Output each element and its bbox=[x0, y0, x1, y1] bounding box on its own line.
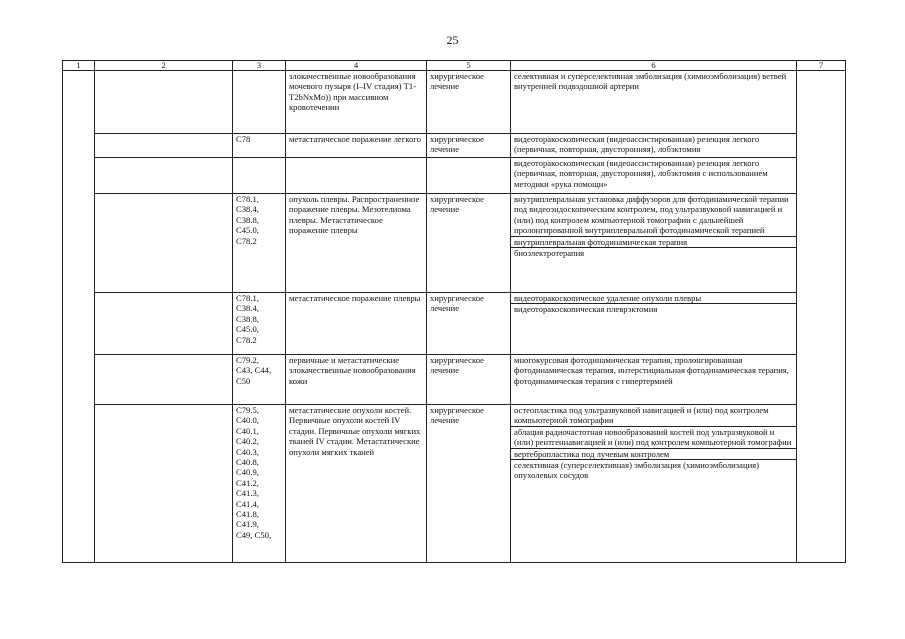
method-item: вертебропластика под лучевым контролем bbox=[511, 448, 796, 459]
cell-col2 bbox=[95, 71, 233, 134]
treatment-type: хирургическое лечение bbox=[427, 134, 511, 158]
condition-cell: злокачественные новообразования мочевого пузыря (I–IV стадия) T1-T2bNxMo)) при массивном кровотечении bbox=[286, 71, 427, 134]
procedures-table bbox=[62, 60, 846, 563]
treatment-type: хирургическое лечение bbox=[427, 194, 511, 293]
col-header-4: 4 bbox=[286, 61, 427, 71]
diagnosis-codes: C79.5, C40.0, C40.1, C40.2, C40.3, C40.8, C40.9, C41.2, C41.3, C41.4, C41.8, C41.9, C49, C50, bbox=[233, 405, 286, 563]
cell-col2 bbox=[95, 355, 233, 405]
treatment-type: хирургическое лечение bbox=[427, 355, 511, 405]
treatment-type bbox=[427, 158, 511, 194]
table-row bbox=[63, 158, 846, 194]
treatment-type: хирургическое лечение bbox=[427, 71, 511, 134]
header-row bbox=[63, 61, 846, 71]
diagnosis-codes: C78.1, C38.4, C38.8, C45.0, C78.2 bbox=[233, 293, 286, 355]
method-cell bbox=[511, 71, 797, 134]
cell-col1 bbox=[63, 71, 95, 563]
table-row bbox=[63, 405, 846, 563]
method-cell bbox=[511, 293, 797, 355]
cell-col2 bbox=[95, 405, 233, 563]
method-item: внутриплевральная установка диффузоров для фотодинамической терапии под видеоэндоскопическим контролем, под ультразвуковой навигацией и (или) под контролем компьютерной томографии с дальнейшей пролонгированной внутриплевральной фотодинамической терапией bbox=[514, 194, 789, 236]
cell-col7 bbox=[797, 71, 846, 563]
condition-cell: опухоль плевры. Распространенное поражение плевры. Мезотелиома плевры. Метастатическое поражение плевры bbox=[286, 194, 427, 293]
condition-cell: метастатическое поражение легкого bbox=[286, 134, 427, 158]
table-row bbox=[63, 293, 846, 355]
diagnosis-codes: C78.1, C38.4, C38.8, C45.0, C78.2 bbox=[233, 194, 286, 293]
table-row bbox=[63, 355, 846, 405]
col-header-2: 2 bbox=[95, 61, 233, 71]
method-item: внутриплевральная фотодинамическая терапия bbox=[511, 236, 796, 247]
cell-col2 bbox=[95, 293, 233, 355]
condition-cell: метастатические опухоли костей. Первичные опухоли костей IV стадии. Первичные опухоли мягких тканей IV стадии. Метастатические опухоли мягких тканей bbox=[286, 405, 427, 563]
method-item: многокурсовая фотодинамическая терапия, пролонгированная фотодинамическая терапия, интерстициальная фотодинамическая терапия, фотодинамическая терапия с гипертермией bbox=[514, 355, 789, 386]
treatment-type: хирургическое лечение bbox=[427, 293, 511, 355]
diagnosis-codes: C78 bbox=[233, 134, 286, 158]
method-cell bbox=[511, 405, 797, 563]
table-row bbox=[63, 194, 846, 293]
page-number: 25 bbox=[446, 33, 459, 47]
diagnosis-codes bbox=[233, 71, 286, 134]
method-cell bbox=[511, 158, 797, 194]
table-row bbox=[63, 71, 846, 134]
cell-col2 bbox=[95, 194, 233, 293]
method-item: селективная (суперселективная) эмболизация (химиоэмболизация) опухолевых сосудов bbox=[511, 459, 796, 481]
method-cell bbox=[511, 355, 797, 405]
cell-col2 bbox=[95, 158, 233, 194]
treatment-type: хирургическое лечение bbox=[427, 405, 511, 563]
col-header-6: 6 bbox=[511, 61, 797, 71]
method-cell bbox=[511, 134, 797, 158]
diagnosis-codes bbox=[233, 158, 286, 194]
condition-cell: первичные и метастатические злокачественные новообразования кожи bbox=[286, 355, 427, 405]
method-item: биоэлектротерапия bbox=[511, 247, 796, 258]
cell-col2 bbox=[95, 134, 233, 158]
table-row bbox=[63, 134, 846, 158]
condition-cell: метастатическое поражение плевры bbox=[286, 293, 427, 355]
method-item: селективная и суперселективная эмболизация (химиоэмболизация) ветвей внутренней подвздошной артерии bbox=[514, 71, 787, 92]
condition-cell bbox=[286, 158, 427, 194]
diagnosis-codes: C79.2, C43, C44, C50 bbox=[233, 355, 286, 405]
col-header-1: 1 bbox=[63, 61, 95, 71]
method-cell bbox=[511, 194, 797, 293]
col-header-5: 5 bbox=[427, 61, 511, 71]
method-item: остеопластика под ультразвуковой навигацией и (или) под контролем компьютерной томографии bbox=[514, 405, 769, 426]
method-item: видеоторакоскопическая плеврэктомия bbox=[511, 303, 796, 314]
col-header-3: 3 bbox=[233, 61, 286, 71]
method-item: видеоторакоскопическая (видеоассистированная) резекция легкого (первичная, повторная, двусторонняя), лобэктомия с использованием методики «рука помощи» bbox=[514, 158, 768, 189]
col-header-7: 7 bbox=[797, 61, 846, 71]
method-item: видеоторакоскопическая (видеоассистированная) резекция легкого (первичная, повторная, двусторонняя), лобэктомия bbox=[514, 134, 760, 155]
method-item: видеоторакоскопическое удаление опухоли плевры bbox=[514, 293, 702, 303]
method-item: аблация радиочастотная новообразований костей под ультразвуковой и (или) рентгеннавигацией и (или) под контролем компьютерной томографии bbox=[511, 426, 796, 448]
